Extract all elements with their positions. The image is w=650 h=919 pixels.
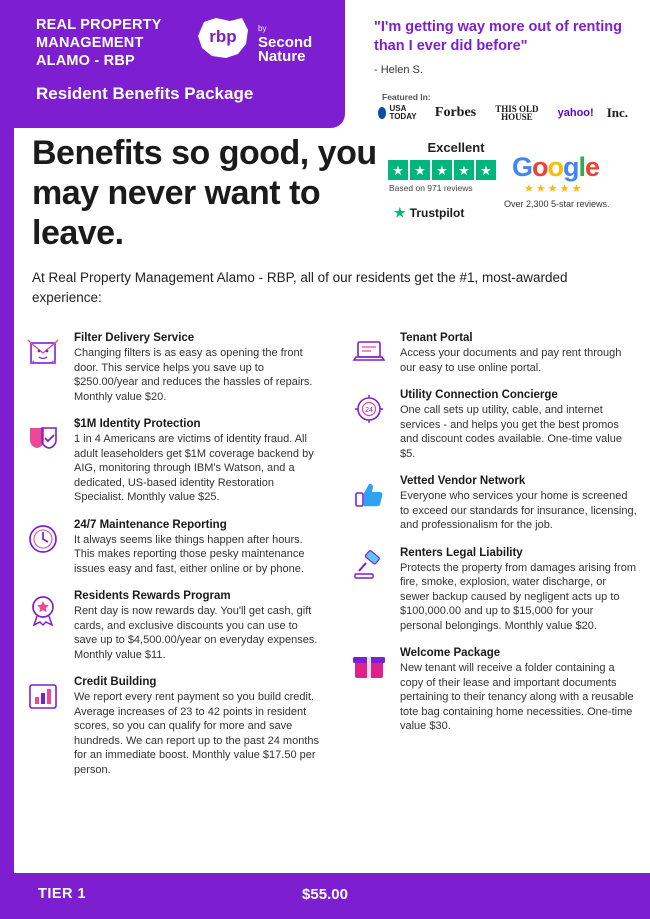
welcome-box-icon [348,647,390,687]
benefit-item [348,547,638,634]
svg-text:rbp: rbp [209,27,237,46]
company-name-line1: REAL PROPERTY [36,17,162,33]
laptop-icon [348,332,390,372]
benefit-title: Renters Legal Liability [400,546,523,559]
benefit-text: New tenant will receive a folder containing a copy of their lease and important documents pertaining to their tenancy along with a reusable tote bag containing home necessities. One-time value $30. [400,662,634,732]
trustpilot-logo [394,205,464,221]
benefit-title: Tenant Portal [400,332,473,344]
benefit-item [348,332,638,375]
benefits-column-left [22,332,322,791]
benefit-body [74,590,322,662]
outlet-usa-today-label: USA TODAY [389,104,417,121]
benefit-text: 1 in 4 Americans are victims of identity fraud. All adult leaseholders get $1M coverage backend by AIG, monitoring through IBM's Watson, and a dedicated, US-based identity Restoration Specialist. Monthly value $25. [74,433,314,503]
featured-outlets [378,105,628,121]
rbp-logo [196,16,326,70]
testimonial-author: - Helen S. [374,64,423,76]
benefit-item [22,519,322,577]
outlet-this-old-house-label: THIS OLD HOUSE [495,104,539,122]
benefit-body [400,389,638,461]
intro-paragraph: At Real Property Management Alamo - RBP, all of our residents get the #1, most-awarded experience: [32,270,568,305]
identity-shield-icon [22,418,64,458]
header-panel [0,0,345,128]
benefit-text: We report every rent payment so you build credit. Average increases of 23 to 42 points in resident scores, so you can qualify for more and save hundreds. We can report up to the past 24 months for an immediate boost. Monthly value $17.50 per person. [74,691,320,776]
trustpilot-label: Trustpilot [409,206,465,220]
benefit-item [22,676,322,777]
benefit-title: Vetted Vendor Network [400,475,526,487]
left-accent-bar [0,0,14,919]
benefit-text: Everyone who services your home is screened to exceed our standards for insurance, licensing, and professionalism for the job. [400,490,637,531]
benefit-body [74,519,322,577]
header-subtitle: Resident Benefits Package [36,84,254,103]
star-icon: ★ [454,160,474,180]
benefit-text: Rent day is now rewards day. You'll get cash, gift cards, and exclusive discounts you can use to save up to $4,500.00/year on everyday expenses. Monthly value $11. [74,605,318,661]
svg-text:24: 24 [365,407,373,414]
filter-delivery-icon [22,332,64,372]
rewards-medal-icon [22,590,64,630]
benefit-title: Residents Rewards Program [74,590,231,602]
footer-bar [0,873,650,919]
google-review-count: Over 2,300 5-star reviews. [504,199,610,209]
benefit-body [400,547,638,634]
company-name-line2: MANAGEMENT [36,35,144,51]
benefit-body [74,418,322,505]
benefit-title: 24/7 Maintenance Reporting [74,518,227,531]
google-logo: Google [512,152,600,182]
outlet-yahoo-label: yahoo! [557,107,594,119]
star-icon: ★ [476,160,496,180]
testimonial-quote: "I'm getting way more out of renting than I ever did before" [374,19,622,54]
trustpilot-review-count: Based on 971 reviews [389,183,473,193]
thumbs-up-icon [348,475,390,515]
star-icon: ★ [388,160,408,180]
utility-concierge-icon [348,389,390,429]
benefit-title: $1M Identity Protection [74,418,201,430]
benefit-text: It always seems like things happen after hours. This makes reporting those pesky maintenance issues easy and fast, either online or by phone. [74,533,305,575]
second-nature-line2: Nature [258,48,306,65]
trustpilot-stars [388,160,524,180]
benefit-text: Protects the property from damages arising from fire, smoke, explosion, water discharge, or sewer backup caused by negligent acts up to $100,000.00 and up to $15,000 for your personal belongings. Monthly value $20. [400,561,636,632]
second-nature-line1: Second [258,34,313,51]
outlet-inc-label: Inc. [606,105,628,120]
trustpilot-rating-title: Excellent [427,140,485,155]
benefit-title: Filter Delivery Service [74,332,195,344]
benefit-body [74,332,322,404]
company-name-line3: ALAMO - RBP [36,53,135,69]
star-icon: ★ [432,160,452,180]
benefit-text: One call sets up utility, cable, and internet services - and helps you get the best promos and discount codes available. One-time value $5. [400,404,622,460]
legal-gavel-icon [348,547,390,587]
benefit-item [348,647,638,734]
benefit-item [348,389,638,461]
benefit-title: Welcome Package [400,647,501,659]
trustpilot-star-icon: ★ [394,205,406,220]
page-title: Benefits so good, you may never want to leave. [32,134,377,252]
benefit-text: Access your documents and pay rent through our easy to use online portal. [400,347,622,374]
second-nature-by: by [258,24,267,33]
footer-price: $55.00 [302,886,348,903]
benefit-body [400,475,638,533]
clock-icon [22,519,64,559]
credit-chart-icon [22,676,64,716]
benefit-title: Utility Connection Concierge [400,389,558,401]
benefit-body [74,676,322,777]
benefit-text: Changing filters is as easy as opening the front door. This service helps you save up to $250.00/year and reduces the hassles of repairs. Monthly value $20. [74,347,313,403]
benefit-item [22,590,322,662]
company-name [36,16,162,70]
benefit-body [400,647,638,734]
benefit-item [22,332,322,404]
outlet-forbes-label: Forbes [434,105,477,120]
second-nature-wordmark [258,22,312,64]
outlet-usa-today-icon [378,105,422,121]
google-stars-icon: ★★★★★ [524,183,584,195]
benefit-body [400,332,638,375]
featured-in-label: Featured In: [382,92,431,102]
benefit-item [22,418,322,505]
footer-tier-label: TIER 1 [38,886,87,902]
benefits-column-right [348,332,638,748]
benefit-item [348,475,638,533]
benefit-title: Credit Building [74,676,157,688]
star-icon: ★ [410,160,430,180]
